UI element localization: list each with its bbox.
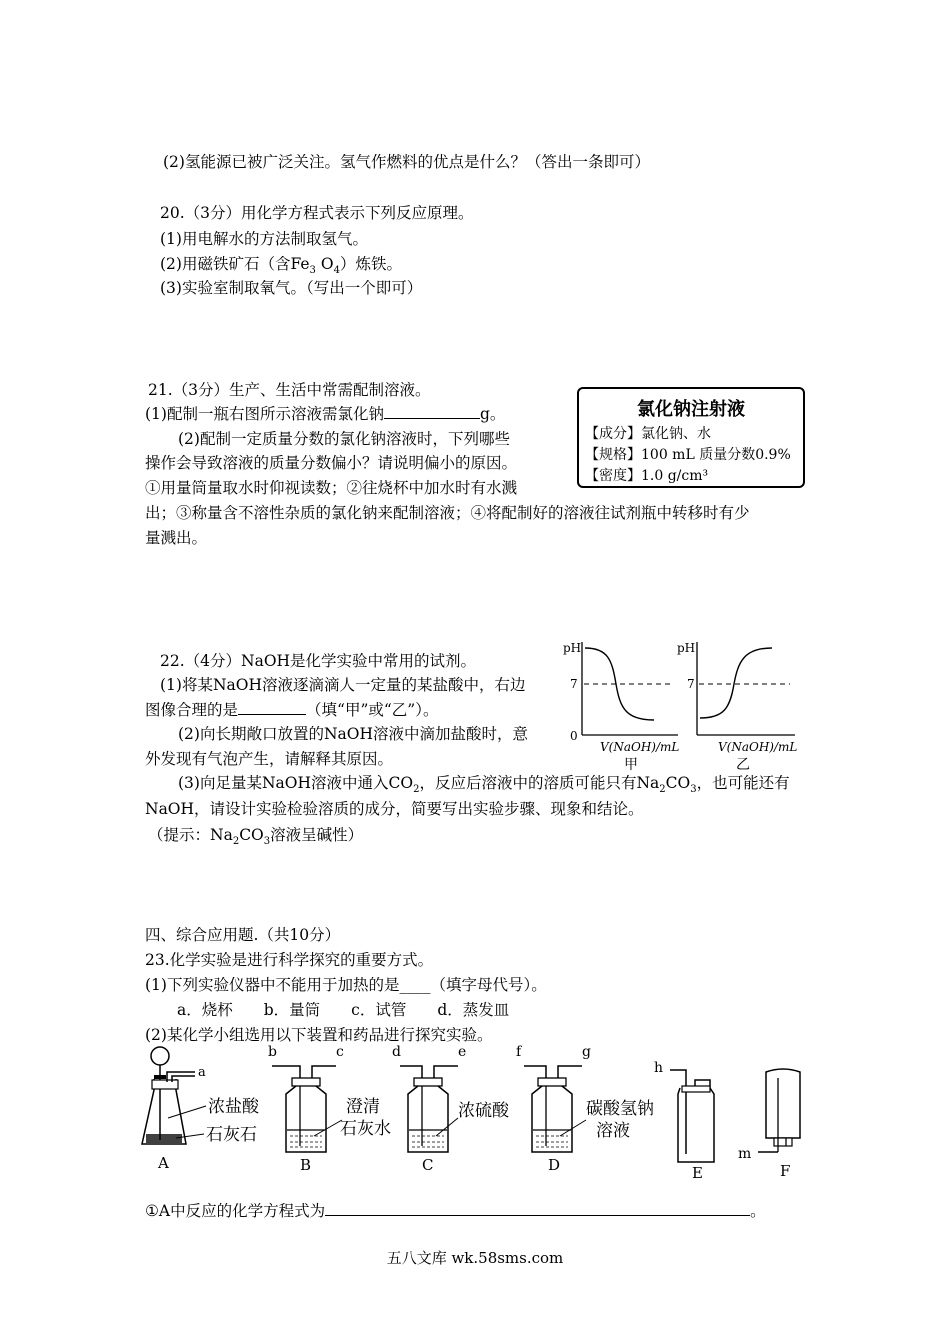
q22-part7 xyxy=(148,825,363,852)
jia-xlabel: V(NaOH)/mL xyxy=(600,740,680,754)
port-e: e xyxy=(458,1044,467,1060)
apparatus-e xyxy=(654,1060,714,1182)
q23-part3-a: ①A中反应的化学方程式为 xyxy=(145,1202,326,1220)
apparatus-a xyxy=(142,1047,260,1172)
q21-part4: ①用量筒量取水时仰视读数；②往烧杯中加水时有水溅 xyxy=(145,479,518,497)
graph-jia xyxy=(563,641,679,773)
apparatus-diagram xyxy=(140,1042,810,1187)
port-f: f xyxy=(516,1044,522,1060)
port-b: b xyxy=(268,1044,277,1060)
q20-sub2: 4 xyxy=(333,265,340,277)
graph-yi xyxy=(677,641,797,773)
q21-part2: (2)配制一定质量分数的氯化钠溶液时，下列哪些 xyxy=(178,430,510,448)
a-acid-label: 浓盐酸 xyxy=(208,1097,259,1117)
nacl-label-box xyxy=(577,387,805,488)
q22-part2 xyxy=(145,699,438,720)
nacl-label-row3: 【密度】1.0 g/cm³ xyxy=(585,468,709,484)
label-D: D xyxy=(548,1156,561,1174)
label-C: C xyxy=(422,1156,434,1174)
q22-sub2: 2 xyxy=(659,784,666,796)
q23-part2: (2)某化学小组选用以下装置和药品进行探究实验。 xyxy=(145,1026,493,1044)
page-footer: 五八文库 wk.58sms.com xyxy=(386,1249,564,1267)
q23-answer-blank[interactable] xyxy=(325,1200,750,1216)
q20-part3: (3)实验室制取氧气。（写出一个即可） xyxy=(160,279,423,297)
q22-part5 xyxy=(178,773,790,800)
q20-part2-a: (2)用磁铁矿石（含Fe xyxy=(160,255,310,273)
q22-part5-c: CO xyxy=(665,774,691,792)
b-label-1: 澄清 xyxy=(346,1097,380,1117)
ph-graphs xyxy=(560,630,810,775)
q22-part6: NaOH，请设计实验检验溶质的成分，简要写出实验步骤、现象和结论。 xyxy=(145,800,644,818)
section4-title: 四、综合应用题.（共10分） xyxy=(145,926,341,944)
q22-part1: (1)将某NaOH溶液逐滴滴人一定量的某盐酸中，右边 xyxy=(160,676,526,694)
q22-part2-a: 图像合理的是 xyxy=(145,701,239,719)
yi-xlabel: V(NaOH)/mL xyxy=(718,740,798,754)
jia-seven: 7 xyxy=(570,677,578,691)
q23-part3-b: 。 xyxy=(750,1202,766,1220)
d-label-2: 溶液 xyxy=(596,1121,630,1141)
apparatus-f xyxy=(738,1069,800,1180)
nacl-label-row1: 【成分】氯化钠、水 xyxy=(585,426,711,442)
q20-title: 20.（3分）用化学方程式表示下列反应原理。 xyxy=(160,204,474,222)
q22-answer-blank[interactable] xyxy=(238,699,306,715)
label-B: B xyxy=(300,1156,312,1174)
q20-part1: (1)用电解水的方法制取氢气。 xyxy=(160,230,368,248)
q20-sub1: 3 xyxy=(309,265,316,277)
label-E: E xyxy=(692,1164,703,1182)
port-m: m xyxy=(738,1146,752,1162)
q21-title: 21.（3分）生产、生活中常需配制溶液。 xyxy=(148,381,431,399)
q22-part4: 外发现有气泡产生，请解释其原因。 xyxy=(145,750,394,768)
apparatus-d xyxy=(516,1044,654,1174)
q23-part1: (1)下列实验仪器中不能用于加热的是____（填字母代号）。 xyxy=(145,976,547,994)
b-label-2: 石灰水 xyxy=(340,1119,391,1139)
q21-part6: 量溅出。 xyxy=(145,529,208,547)
q23-title: 23.化学实验是进行科学探究的重要方式。 xyxy=(145,951,434,969)
q20-part2-b: O xyxy=(315,255,334,273)
port-a: a xyxy=(198,1065,206,1080)
yi-seven: 7 xyxy=(687,677,695,691)
q22-part3: (2)向长期敞口放置的NaOH溶液中滴加盐酸时，意 xyxy=(178,725,528,743)
yi-label: 乙 xyxy=(736,757,750,773)
q21-part5: 出；③称量含不溶性杂质的氯化钠来配制溶液；④将配制好的溶液往试剂瓶中转移时有少 xyxy=(145,504,750,522)
jia-ylabel: pH xyxy=(563,641,582,655)
q22-part7-b: CO xyxy=(239,826,264,844)
q22-part7-c: 溶液呈碱性） xyxy=(270,826,364,844)
yi-ylabel: pH xyxy=(677,641,696,655)
q22-sub4: 2 xyxy=(232,836,240,848)
c-label-1: 浓硫酸 xyxy=(458,1101,509,1121)
label-F: F xyxy=(780,1162,791,1180)
q22-part7-a: （提示：Na xyxy=(148,826,233,844)
a-stone-label: 石灰石 xyxy=(206,1125,257,1145)
q22-part5-a: (3)向足量某NaOH溶液中通入CO xyxy=(178,774,414,792)
yi-curve xyxy=(700,648,772,718)
jia-zero: 0 xyxy=(570,729,578,743)
q21-answer-blank[interactable] xyxy=(384,403,480,419)
nacl-label-row2: 【规格】100 mL 质量分数0.9% xyxy=(585,447,791,463)
nacl-label-title: 氯化钠注射液 xyxy=(637,399,745,420)
q22-sub1: 2 xyxy=(413,784,420,796)
q22-part2-b: （填“甲”或“乙”）。 xyxy=(306,701,439,719)
q23-options: a．烧杯 b．量筒 c．试管 d．蒸发皿 xyxy=(177,1001,510,1019)
q20-part2-c: ）炼铁。 xyxy=(339,255,402,273)
q22-sub5: 3 xyxy=(263,836,271,848)
q22-part5-d: ，也可能还有 xyxy=(696,774,790,792)
q23-part3 xyxy=(145,1200,766,1221)
q22-sub3: 3 xyxy=(690,784,697,796)
label-A: A xyxy=(158,1154,169,1172)
q22-part5-b: ，反应后溶液中的溶质可能只有Na xyxy=(419,774,660,792)
port-c: c xyxy=(336,1044,344,1060)
q22-title: 22.（4分）NaOH是化学实验中常用的试剂。 xyxy=(160,652,477,670)
port-h: h xyxy=(654,1060,664,1076)
q19-part2: (2)氢能源已被广泛关注。氢气作燃料的优点是什么？（答出一条即可） xyxy=(163,153,650,171)
port-g: g xyxy=(582,1044,591,1060)
apparatus-b xyxy=(268,1044,391,1174)
q21-part1 xyxy=(145,403,505,424)
port-d: d xyxy=(392,1044,401,1060)
q21-part1-b: g。 xyxy=(479,405,506,423)
jia-label: 甲 xyxy=(624,757,638,773)
funnel-bulb xyxy=(151,1047,169,1065)
q21-part1-a: (1)配制一瓶右图所示溶液需氯化钠 xyxy=(145,405,384,423)
q21-part3: 操作会导致溶液的质量分数偏小？请说明偏小的原因。 xyxy=(145,454,518,472)
apparatus-c xyxy=(392,1044,510,1174)
d-label-1: 碳酸氢钠 xyxy=(586,1099,654,1119)
